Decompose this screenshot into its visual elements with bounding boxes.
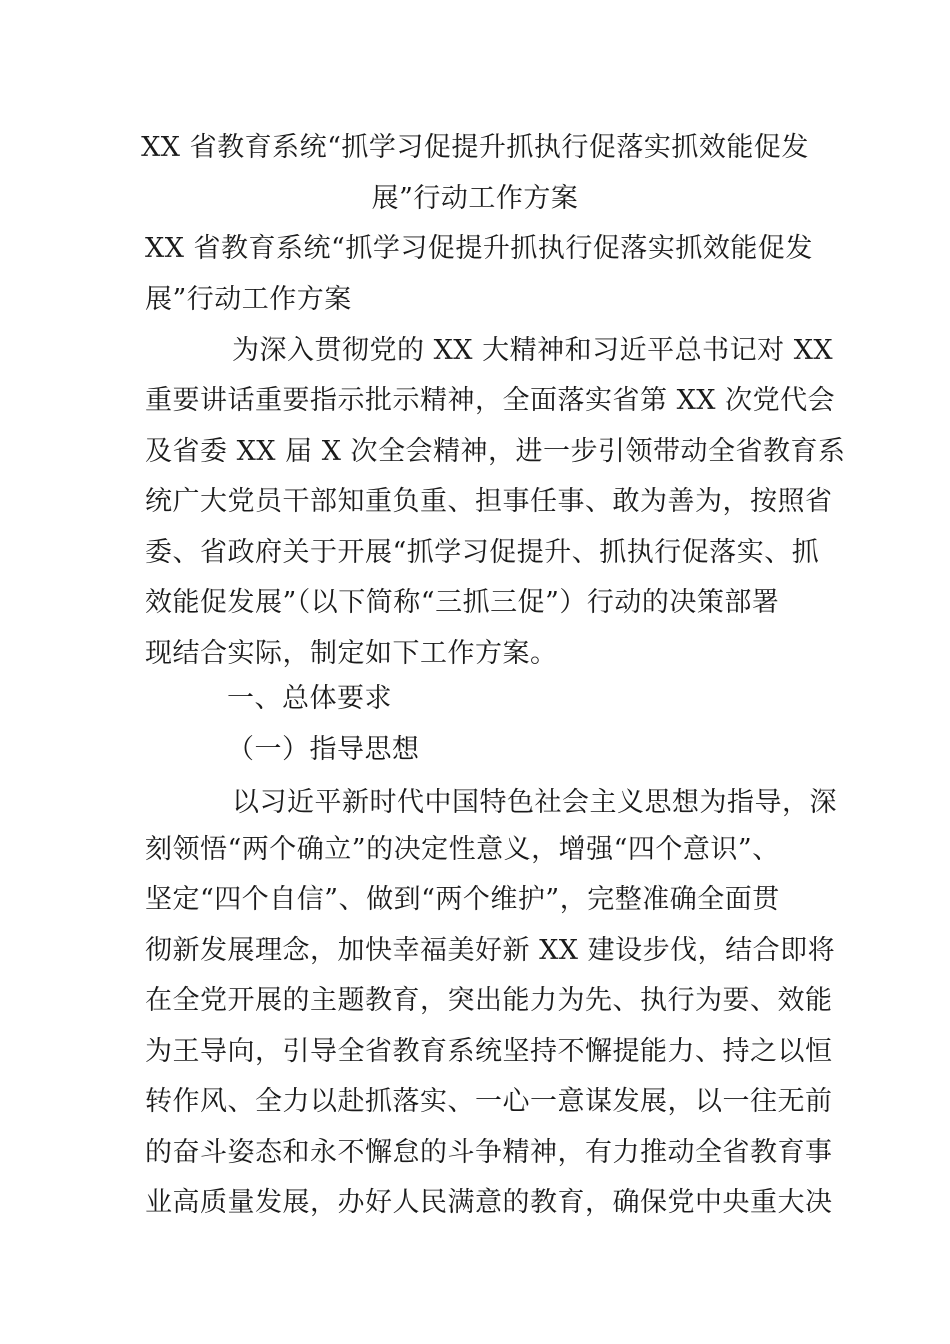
document-title-line-1: XX 省教育系统“抓学习促提升抓执行促落实抓效能促发 [141,132,809,163]
section-heading: 一、总体要求 [227,683,392,714]
intro-paragraph-line: 委、省政府关于开展“抓学习促提升、抓执行促落实、抓 [145,537,820,568]
body-paragraph-line: 转作风、全力以赴抓落实、一心一意谋发展，以一往无前 [145,1086,833,1117]
intro-paragraph-line: 现结合实际，制定如下工作方案。 [145,638,558,669]
intro-paragraph-line: 为深入贯彻党的 XX 大精神和习近平总书记对 XX [232,335,834,366]
intro-paragraph-line: 及省委 XX 届 X 次全会精神，进一步引领带动全省教育系 [145,436,846,467]
document-subtitle-line-1: XX 省教育系统“抓学习促提升抓执行促落实抓效能促发 [145,233,813,264]
document-subtitle-line-2: 展”行动工作方案 [145,284,352,315]
intro-paragraph-line: 效能促发展”（以下简称“三抓三促”）行动的决策部署 [145,587,780,618]
body-paragraph-line: 业高质量发展，办好人民满意的教育，确保党中央重大决 [145,1187,833,1218]
body-paragraph-line: 刻领悟“两个确立”的决定性意义，增强“四个意识”、 [145,834,780,865]
body-paragraph-line: 的奋斗姿态和永不懈怠的斗争精神，有力推动全省教育事 [145,1137,833,1168]
subsection-heading: （一）指导思想 [227,734,420,765]
intro-paragraph-line: 统广大党员干部知重负重、担事任事、敢为善为，按照省 [145,486,833,517]
document-title-line-2: 展”行动工作方案 [371,183,579,214]
body-paragraph-line: 以习近平新时代中国特色社会主义思想为指导，深 [232,787,837,818]
body-paragraph-line: 在全党开展的主题教育，突出能力为先、执行为要、效能 [145,985,833,1016]
body-paragraph-line: 彻新发展理念，加快幸福美好新 XX 建设步伐，结合即将 [145,935,836,966]
intro-paragraph-line: 重要讲话重要指示批示精神，全面落实省第 XX 次党代会 [145,385,836,416]
body-paragraph-line: 为王导向，引导全省教育系统坚持不懈提能力、持之以恒 [145,1036,833,1067]
body-paragraph-line: 坚定“四个自信”、做到“两个维护”，完整准确全面贯 [145,884,780,915]
